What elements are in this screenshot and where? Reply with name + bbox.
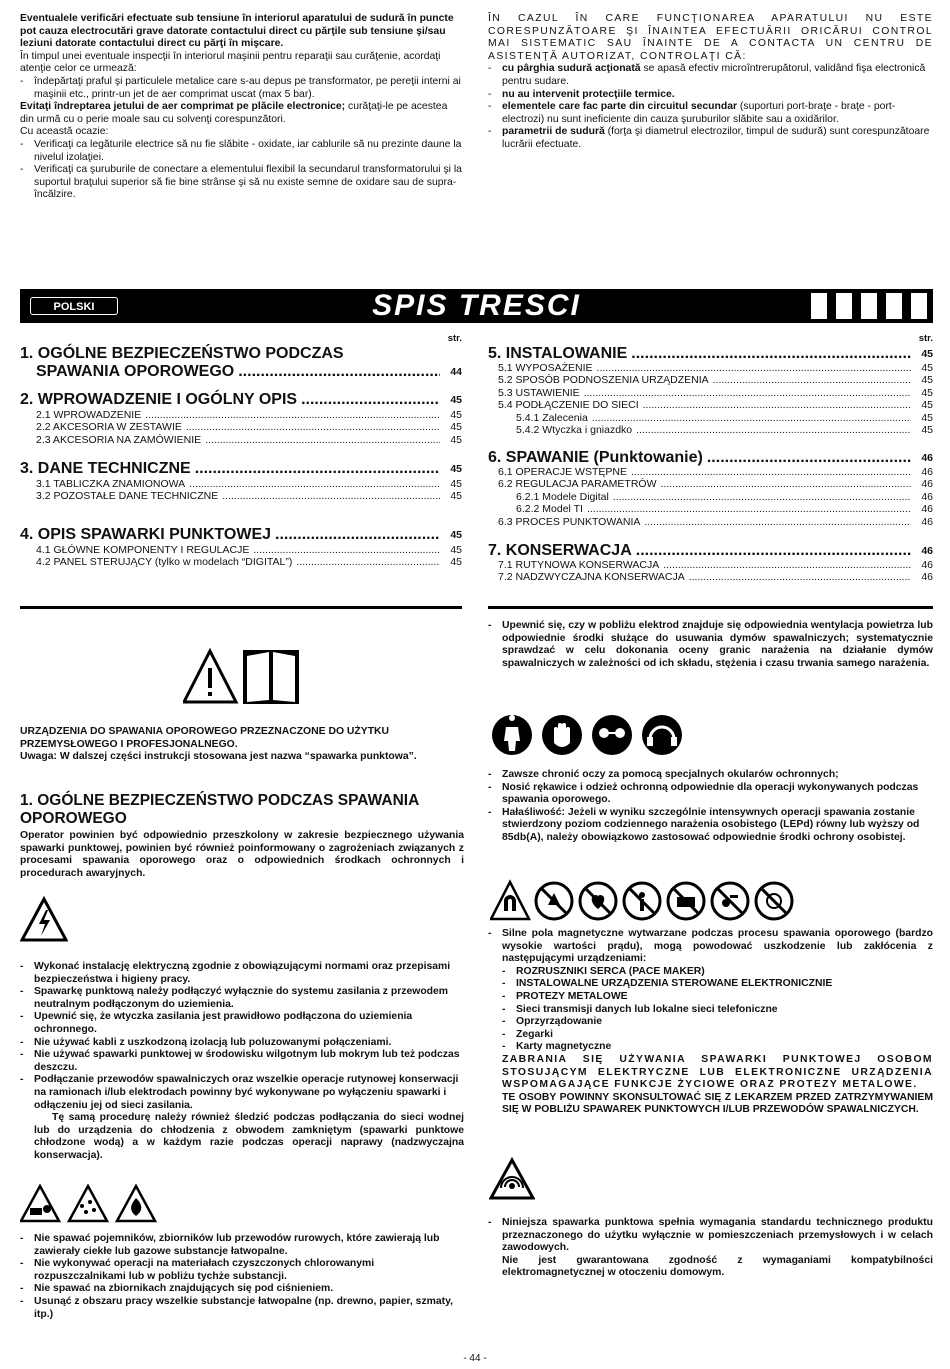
pl-intro	[20, 726, 464, 764]
list-item: - Zegarki	[502, 1029, 933, 1042]
list-item: - Spawarkę punktową należy podłączyć wyłącznie do systemu zasilania z przewodem neutralnym podłączonym do uziemienia.	[20, 986, 464, 1011]
list-item: - Nie spawać na zbiornikach znajdujących się pod ciśnieniem.	[20, 1283, 464, 1296]
pl-ppe-wrap	[488, 769, 933, 845]
toc-item[interactable]: 6.2.1 Modele Digital ..... 46	[498, 491, 933, 503]
toc-entry-7[interactable]: 7. KONSERWACJA ..... 46	[488, 542, 933, 560]
pl-fire-list-wrap	[20, 1233, 464, 1321]
toc-item[interactable]: 6.1 OPERACJE WSTĘPNE ..... 46	[498, 466, 933, 478]
ro-air-paragraph	[20, 101, 464, 126]
toc-entry-2[interactable]: 2. WPROWADZENIE I OGÓLNY OPIS ..... 45	[20, 391, 462, 409]
toc-entry-3[interactable]: 3. DANE TECHNICZNE ..... 45	[20, 460, 462, 478]
ro-air-bold: Evitaţi îndreptarea jetului de aer comprimat pe plăcile electronice;	[20, 101, 346, 113]
toc-item[interactable]: 4.1 GŁÓWNE KOMPONENTY I REGULACJE ..... 45	[36, 544, 462, 556]
list-item: - elementele care fac parte din circuitul secundar (suporturi port-braţe - braţe - port-electrozi) nu sunt ineficiente din cauza şuruburilor slăbite sau a oxidărilor.	[488, 101, 933, 126]
ro-right-column	[488, 13, 933, 152]
list-item: - Verificaţi ca legăturile electrice să nu fie slăbite - oxidate, iar cablurile să nu prezinte daune la nivelul izolaţiei.	[20, 139, 464, 164]
list-item: - cu pârghia sudură acţionată se apasă efectiv microîntrerupătorul, validând fişa electronică pentru sudare.	[488, 63, 933, 88]
list-item: - Zawsze chronić oczy za pomocą specjalnych okularów ochronnych;	[488, 769, 933, 782]
list-item: - Wykonać instalację elektryczną zgodnie z obowiązującymi normami oraz przepisami bezpieczeństwa i higieny pracy.	[20, 961, 464, 986]
toc-entry-4[interactable]: 4. OPIS SPAWARKI PUNKTOWEJ ..... 45	[20, 526, 462, 544]
warning-manual-icon	[183, 648, 301, 711]
magnetic-prohibition-icons	[490, 879, 802, 928]
list-item: - îndepărtaţi praful şi particulele metalice care s-au depus pe transformator, pe pereţii interni ai maşinii etc., printr-un jet de aer comprimat uscat (max 5 bar).	[20, 76, 464, 101]
list-item: - Verificaţi ca şuruburile de conectare a elementului flexibil la secundarul transformatorului şi la suportul braţului superior să fie bine strânse şi să nu existe semne de oxidare sau de supra-încălzire.	[20, 164, 464, 202]
toc-item[interactable]: 3.1 TABLICZKA ZNAMIONOWA ..... 45	[36, 478, 462, 490]
list-item: - Nie wykonywać operacji na materiałach czyszczonych chlorowanymi rozpuszczalnikami lub w pobliżu tychże substancji.	[20, 1258, 464, 1283]
emc-warning-icon	[489, 1157, 535, 1206]
list-item: - nu au intervenit protecţiile termice.	[488, 89, 933, 102]
pl-ppe-list	[488, 769, 933, 845]
electric-hazard-icon	[20, 896, 68, 949]
list-item: - Hałaśliwość: Jeżeli w wyniku szczególnie intensywnych operacji spawania zostanie stwierdzony poziom codziennego narażenia osobistego (LEPd) równy lub wyższy od 85db(A), należy obowiązkowo zastosować odpowiednie środki ochrony osobistej.	[488, 807, 933, 845]
language-label: POLSKI	[30, 297, 118, 315]
list-item: - Podłączanie przewodów spawalniczych oraz wszelkie operacje rutynowej konserwacji na ramionach i/lub elektrodach powinny być wykonywane po wyłączeniu spawarki i odłączeniu jej od sieci zasilania.	[20, 1074, 464, 1112]
banner-title: SPIS TRESCI	[372, 289, 581, 322]
toc-entry-1[interactable]: 1. OGÓLNE BEZPIECZEŃSTWO PODCZAS SPAWANIA OPOROWEGO ..... 44	[20, 345, 462, 381]
toc-entry-6[interactable]: 6. SPAWANIE (Punktowanie) ..... 46	[488, 449, 933, 467]
toc-item[interactable]: 5.1 WYPOSAŻENIE ..... 45	[498, 362, 933, 374]
pl-magnetic-warning1: ZABRANIA SIĘ UŻYWANIA SPAWARKI PUNKTOWEJ OSOBOM STOSUJĄCYM ELEKTRYCZNE LUB ELEKTRONICZNE URZĄDZENIA WSPOMAGAJĄCE FUNKCJE ŻYCIOWE ORAZ PROTEZY METALOWE.	[502, 1053, 933, 1091]
divider-right	[488, 606, 933, 609]
pl-emc-wrap	[488, 1217, 933, 1280]
ro-occasion-paragraph: Cu această ocazie:	[20, 126, 109, 138]
ro-air-rest: curăţaţi-le pe acestea din urmă cu o perie moale sau cu solvenţi corespunzători.	[20, 101, 448, 125]
list-item: - Sieci transmisji danych lub lokalne sieci telefoniczne	[502, 1004, 933, 1017]
ro-malfunction-list	[488, 63, 933, 151]
list-item: - Silne pola magnetyczne wytwarzane podczas procesu spawania oporowego (bardzo wysokie wartości prądu), mogą powodować uszkodzenie lub zakłócenia z następującymi urządzeniami: - ROZRUSZNIKI SERCA (PACE MAKER) - INSTALOWALNE URZĄDZENIA STEROWANE ELEKTRONICZNIE - PROTEZY METALOWE - Sieci transmisji danych lub lokalne sieci telefoniczne - Oprzyrządowanie - Zegarki - Karty magnetyczne ZABRANIA SIĘ UŻYWANIA SPAWARKI PUNKTOWEJ OSOBOM STOSUJĄCYM ELEKTRYCZNE LUB ELEKTRONICZNE URZĄDZENIA WSPOMAGAJĄCE FUNKCJE ŻYCIOWE ORAZ PROTEZY METALOWE. TE OSOBY POWINNY SKONSULTOWAĆ SIĘ Z LEKARZEM PRZED ZATRZYMYWANIEM SIĘ W POBLIŻU SPAWAREK PUNKTOWYCH I/LUB PRZEWODÓW SPAWALNICZYCH.	[488, 928, 933, 1117]
pl-fire-list	[20, 1233, 464, 1321]
list-item: - Nie używać kabli z uszkodzoną izolacją lub poluzowanymi połączeniami.	[20, 1037, 464, 1050]
toc-item[interactable]: 2.1 WPROWADZENIE ..... 45	[36, 409, 462, 421]
pl-intro-line2: Uwaga: W dalszej części instrukcji stosowana jest nazwa “spawarka punktowa”.	[20, 751, 417, 763]
pl-magnetic-warning2: TE OSOBY POWINNY SKONSULTOWAĆ SIĘ Z LEKARZEM PRZED ZATRZYMYWANIEM SIĘ W POBLIŻU SPAWAREK PUNKTOWYCH I/LUB PRZEWODÓW SPAWALNICZYCH.	[502, 1091, 933, 1116]
toc-entry-5[interactable]: 5. INSTALOWANIE ..... 45	[488, 345, 933, 363]
pl-intro-line1: URZĄDZENIA DO SPAWANIA OPOROWEGO PRZEZNACZONE DO UŻYTKU PRZEMYSŁOWEGO I PROFESJONALNEGO.	[20, 726, 390, 750]
toc-item[interactable]: 2.3 AKCESORIA NA ZAMÓWIENIE ..... 45	[36, 434, 462, 446]
list-item: - Nosić rękawice i odzież ochronną odpowiednie dla operacji wykonywanych podczas spawania oporowego.	[488, 782, 933, 807]
section-banner	[20, 289, 933, 323]
toc-item[interactable]: 5.4.2 Wtyczka i gniazdko ..... 45	[498, 424, 933, 436]
list-item: - Niniejsza spawarka punktowa spełnia wymagania standardu technicznego produktu przeznaczonego do użytku wyłącznie w pomieszczeniach przemysłowych i w celach zawodowych. Nie jest gwarantowana zgodność z wymaganiami kompatybilności elektromagnetycznej w otoczeniu domowym.	[488, 1217, 933, 1280]
pl-magnetic-wrap	[488, 928, 933, 1117]
pl-section1-title: 1. OGÓLNE BEZPIECZEŃSTWO PODCZAS SPAWANIA OPOROWEGO	[20, 792, 419, 827]
toc-item[interactable]: 5.4 PODŁĄCZENIE DO SIECI ..... 45	[498, 399, 933, 411]
toc-item[interactable]: 4.2 PANEL STERUJĄCY (tylko w modelach “DIGITAL”) ..... 45	[36, 556, 462, 568]
ppe-icons	[490, 713, 690, 762]
toc-item[interactable]: 7.2 NADZWYCZAJNA KONSERWACJA ..... 46	[498, 571, 933, 583]
list-item: - Nie używać spawarki punktowej w środowisku wilgotnym lub mokrym lub też podczas deszczu.	[20, 1049, 464, 1074]
toc-item[interactable]: 6.2.2 Model TI ..... 46	[498, 503, 933, 515]
list-item: - Nie spawać pojemników, zbiorników lub przewodów rurowych, które zawierają lub zawierały ciekłe lub gazowe substancje łatwopalne.	[20, 1233, 464, 1258]
toc-item[interactable]: 7.1 RUTYNOWA KONSERWACJA ..... 46	[498, 559, 933, 571]
ro-left-column	[20, 13, 464, 202]
pl-section1-text: Operator powinien być odpowiednio przeszkolony w zakresie bezpiecznego używania spawarki punktowej, powinien być również poinformowany o zagrożeniach związanych z procesami spawania oporowego oraz o odpowiednich środkach ochronnych i procedurach awaryjnych.	[20, 830, 464, 879]
toc-item[interactable]: 5.3 USTAWIENIE ..... 45	[498, 387, 933, 399]
pl-electric-extra: Tę samą procedurę należy również śledzić podczas podłączania do sieci wodnej lub do urządzenia do chłodzenia z obwodem zamkniętym (spawarki punktowe chłodzone wodą) a w każdym razie podczas operacji naprawy (nadzwyczajna konserwacja).	[34, 1112, 464, 1161]
fire-hazard-icons	[20, 1184, 160, 1229]
pl-electric-list	[20, 961, 464, 1112]
ro-malfunction-intro: ÎN CAZUL ÎN CARE FUNCŢIONAREA APARATULUI NU ESTE CORESPUNZĂTOARE ŞI ÎNAINTEA EFECTUĂRII ORICĂRUI CONTROL MAI SISTEMATIC SAU ÎNAINTE DE A CONTACTA UN CENTRU DE ASISTENŢĂ AUTORIZAT, CONTROLAŢI CĂ:	[488, 13, 933, 62]
toc-item[interactable]: 5.4.1 Zalecenia ..... 45	[498, 412, 933, 424]
list-item: - ROZRUSZNIKI SERCA (PACE MAKER)	[502, 966, 933, 979]
list-item: - Karty magnetyczne	[502, 1041, 933, 1054]
pl-vent-wrap	[488, 620, 933, 670]
divider-left	[20, 606, 462, 609]
ro-warning-paragraph: Eventualele verificări efectuate sub tensiune în interiorul aparatului de sudură în puncte pot cauza electrocutări grave datorate contactului direct cu părţile sub tensiune şi/sau leziuni datorate contactului direct cu părţi în mişcare.	[20, 13, 454, 50]
toc-str-label: str.	[447, 333, 462, 344]
toc-item[interactable]: 2.2 AKCESORIA W ZESTAWIE ..... 45	[36, 421, 462, 433]
ro-inspection-list	[20, 76, 464, 101]
pl-magnetic-devices	[502, 966, 933, 1054]
toc-str-label: str.	[918, 333, 933, 344]
ro-inspection-paragraph: În timpul unei eventuale inspecţii în interiorul maşinii pentru reparaţii sau curăţenie, acordaţi atenţie celor ce urmează:	[20, 50, 441, 75]
pl-electric-list-wrap	[20, 961, 464, 1163]
ro-check-list	[20, 139, 464, 202]
banner-stripes	[811, 293, 927, 319]
list-item: - parametrii de sudură (forţa şi diametrul electrozilor, timpul de sudură) sunt corespunzătoare lucrării efectuate.	[488, 126, 933, 151]
toc-item[interactable]: 3.2 POZOSTAŁE DANE TECHNICZNE ..... 45	[36, 490, 462, 502]
list-item: - Usunąć z obszaru pracy wszelkie substancje łatwopalne (np. drewno, papier, szmaty, itp.)	[20, 1296, 464, 1321]
page-number: - 44 -	[463, 1353, 487, 1364]
toc-item[interactable]: 5.2 SPOSÓB PODNOSZENIA URZĄDZENIA ..... 45	[498, 374, 933, 386]
toc-item[interactable]: 6.3 PROCES PUNKTOWANIA ..... 46	[498, 516, 933, 528]
toc-item[interactable]: 6.2 REGULACJA PARAMETRÓW ..... 46	[498, 478, 933, 490]
list-item: - Oprzyrządowanie	[502, 1016, 933, 1029]
list-item: - Upewnić się, że wtyczka zasilania jest prawidłowo podłączona do uziemienia ochronnego.	[20, 1011, 464, 1036]
list-item: - Upewnić się, czy w pobliżu elektrod znajduje się odpowiednia wentylacja powietrza lub odpowiednie środki służące do usuwania dymów spawalniczych; systematycznie sprawdzać w celu dokonania oceny granic narażenia na działanie dymów spawalniczych w zależności od ich składu, stężenia i czasu trwania samego narażenia.	[488, 620, 933, 670]
list-item: - PROTEZY METALOWE	[502, 991, 933, 1004]
list-item: - INSTALOWALNE URZĄDZENIA STEROWANE ELEKTRONICZNIE	[502, 978, 933, 991]
